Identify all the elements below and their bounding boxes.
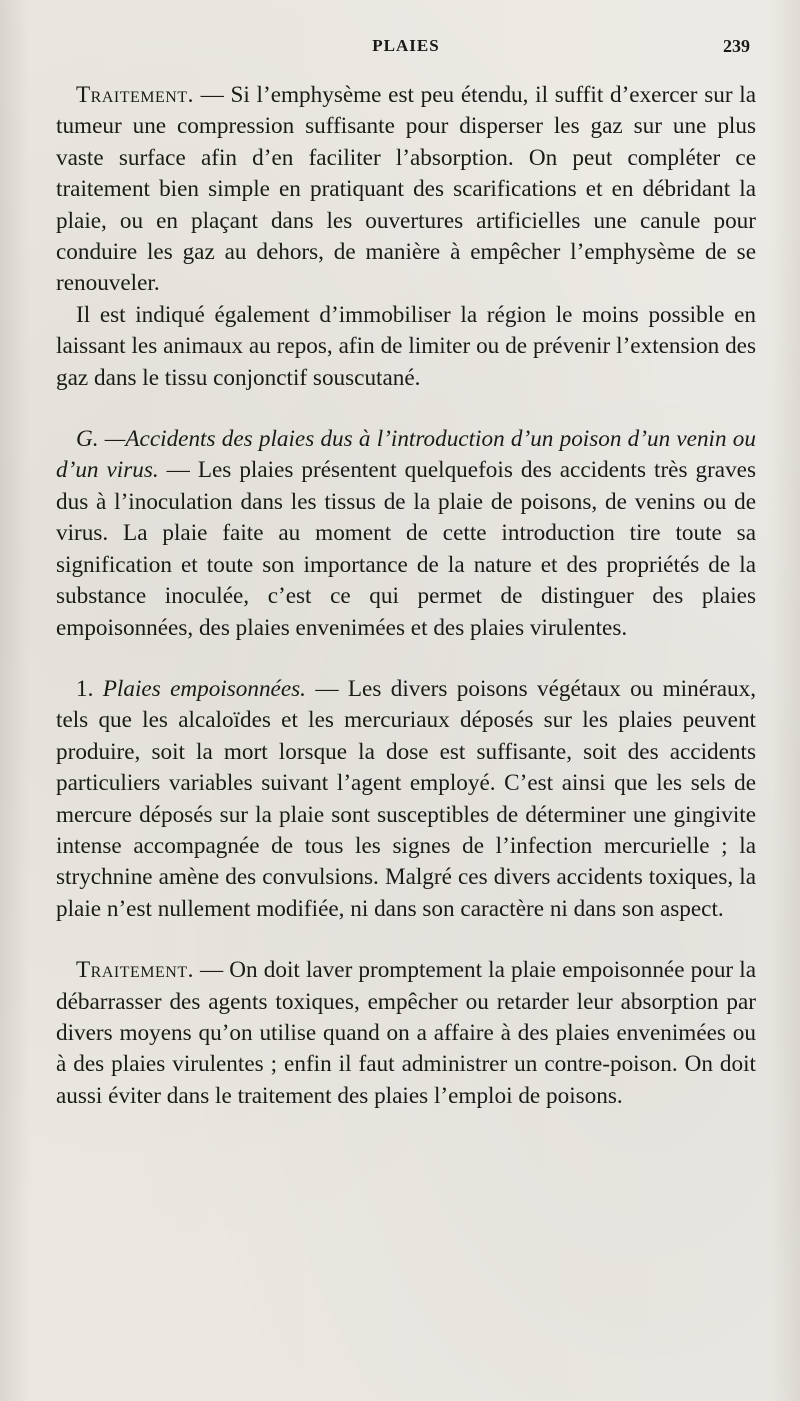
section-lead: Traitement. — [76, 957, 194, 984]
section-number: 1. — [76, 675, 94, 702]
section-lead: Traitement. — [76, 82, 194, 108]
paragraph-traitement-emphyseme — [56, 80, 756, 300]
spacer — [56, 925, 756, 955]
spacer — [56, 394, 756, 424]
running-head: PLAIES — [372, 36, 440, 55]
paragraph-traitement-poison — [56, 955, 756, 1112]
paragraph-text: — On doit laver promptement la plaie empoisonnée pour la débarrasser des agents toxiques, empêcher ou retarder leur absorption par divers moyens qu’on utilise quand on a affaire à des plaies envenimées ou à des plaies virulentes ; enfin il faut administrer un contre-poison. On doit aussi éviter dans le traitement des plaies l’emploi de poisons. — [56, 957, 756, 1109]
page-header — [56, 30, 756, 70]
paragraph-text: — Les divers poisons végétaux ou minéraux, tels que les alcaloïdes et les mercuriaux déposés sur les plaies peuvent produire, soit la mort lorsque la dose est suffisante, soit des accidents particuliers variables suivant l’agent employé. C’est ainsi que les sels de mercure déposés sur la plaie sont susceptibles de déterminer une gingivite intense accompagnée de tous les signes de l’infection mercurielle ; la strychnine amène des convulsions. Malgré ces divers accidents toxiques, la plaie n’est nullement modifiée, ni dans son caractère ni dans son aspect. — [56, 675, 756, 922]
spacer — [56, 644, 756, 674]
paragraph-text: — Les plaies présentent quelquefois des accidents très graves dus à l’inoculation dans les tissus de la plaie de poisons, de venins ou de virus. La plaie faite au moment de cette introduction tire toute sa signification et toute son importance de la nature et des propriétés de la substance inoculée, c’est ce qui permet de distinguer des plaies empoisonnées, des plaies envenimées et des plaies virulentes. — [56, 457, 756, 641]
paragraph-accidents — [56, 424, 756, 644]
paragraph-text: — Si l’emphysème est peu étendu, il suffit d’exercer sur la tumeur une compression suffisante pour disperser les gaz sur une plus vaste surface afin d’en faciliter l’absorption. On peut compléter ce traitement bien simple en pratiquant des scarifications et en débridant la plaie, ou en plaçant dans les ouvertures artificielles une canule pour conduire les gaz au dehors, de manière à empêcher l’emphysème de se renouveler. — [56, 82, 756, 297]
section-heading: Plaies empoisonnées. — [93, 675, 306, 702]
section-heading: G. —Accidents des plaies dus à l’introduction d’un poison d’un venin ou d’un virus. — [56, 426, 756, 484]
paragraph-plaies-empoisonnees — [56, 674, 756, 925]
paragraph-immobilisation — [56, 300, 756, 394]
page-number: 239 — [723, 36, 750, 56]
paragraph-text: Il est indiqué également d’immobiliser la région le moins possible en laissant les animaux au repos, afin de limiter ou de prévenir l’extension des gaz dans le tissu conjonctif souscutané. — [56, 301, 756, 391]
